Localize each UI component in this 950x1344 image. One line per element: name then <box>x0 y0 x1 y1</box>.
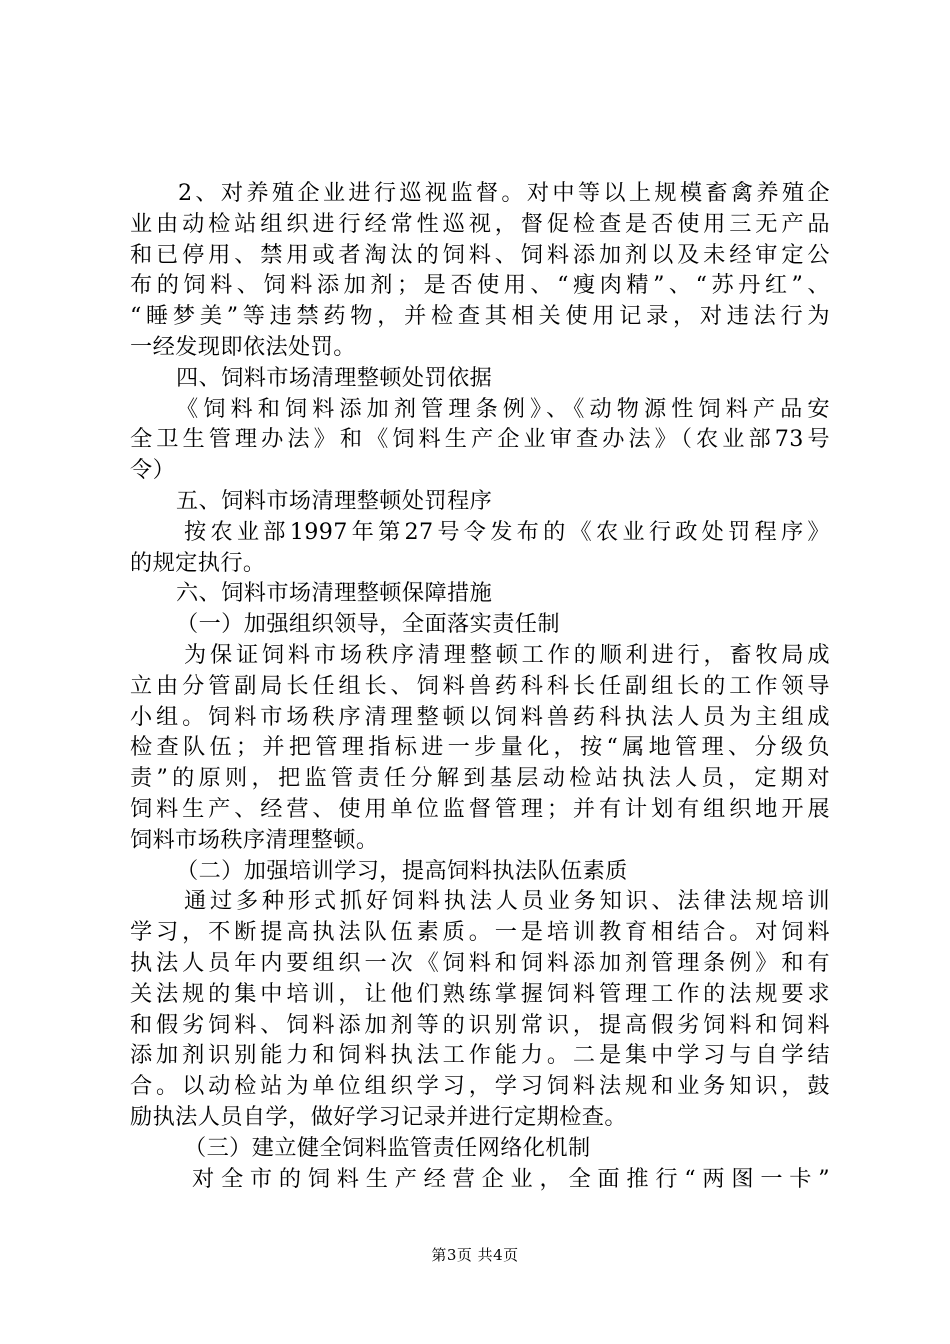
text-line: 四、饲料市场清理整顿处罚依据 <box>176 364 493 391</box>
text-line: 按农业部1997年第27号令发布的《农业行政处罚程序》 <box>184 518 830 545</box>
text-line: 立由分管副局长任组长、饲料兽药科科长任副组长的工作领导 <box>130 672 830 699</box>
text-line: 责”的原则，把监管责任分解到基层动检站执法人员，定期对 <box>130 765 830 792</box>
text-line: （二）加强培训学习，提高饲料执法队伍素质 <box>176 857 628 884</box>
text-line: 的规定执行。 <box>130 549 266 576</box>
text-line: 一经发现即依法处罚。 <box>130 333 356 360</box>
page-footer: 第3页 共4页 <box>431 1246 519 1264</box>
text-line: 小组。饲料市场秩序清理整顿以饲料兽药科执法人员为主组成 <box>130 703 830 730</box>
text-line: “睡梦美”等违禁药物，并检查其相关使用记录，对违法行为 <box>130 303 830 330</box>
text-line: 六、饲料市场清理整顿保障措施 <box>176 580 493 607</box>
text-line: 添加剂识别能力和饲料执法工作能力。二是集中学习与自学结 <box>130 1042 830 1069</box>
text-line: 和假劣饲料、饲料添加剂等的识别常识，提高假劣饲料和饲料 <box>130 1011 830 1038</box>
document-body <box>130 178 830 1194</box>
text-line: 令） <box>130 457 176 484</box>
text-line: 对全市的饲料生产经营企业，全面推行“两图一卡” <box>192 1165 830 1192</box>
text-line: 布的饲料、饲料添加剂；是否使用、“瘦肉精”、“苏丹红”、 <box>130 272 830 299</box>
text-line: （三）建立健全饲料监管责任网络化机制 <box>184 1134 591 1161</box>
text-line: 饲料市场秩序清理整顿。 <box>130 826 379 853</box>
text-line: 励执法人员自学，做好学习记录并进行定期检查。 <box>130 1103 627 1130</box>
text-line: 和已停用、禁用或者淘汰的饲料、饲料添加剂以及未经审定公 <box>130 241 830 268</box>
text-line: 2、对养殖企业进行巡视监督。对中等以上规模畜禽养殖企 <box>178 180 830 206</box>
text-line: 合。以动检站为单位组织学习，学习饲料法规和业务知识，鼓 <box>130 1073 830 1100</box>
text-line: 关法规的集中培训，让他们熟练掌握饲料管理工作的法规要求 <box>130 980 830 1007</box>
text-line: 饲料生产、经营、使用单位监督管理；并有计划有组织地开展 <box>130 795 830 822</box>
text-line: 业由动检站组织进行经常性巡视，督促检查是否使用三无产品 <box>130 210 830 237</box>
text-line: 为保证饲料市场秩序清理整顿工作的顺利进行，畜牧局成 <box>184 641 830 668</box>
text-line: 五、饲料市场清理整顿处罚程序 <box>176 487 493 514</box>
text-line: （一）加强组织领导，全面落实责任制 <box>176 611 560 638</box>
text-line: 全卫生管理办法》和《饲料生产企业审查办法》（农业部73号 <box>130 426 830 453</box>
text-line: 学习，不断提高执法队伍素质。一是培训教育相结合。对饲料 <box>130 919 830 946</box>
text-line: 《饲料和饲料添加剂管理条例》、《动物源性饲料产品安 <box>176 395 830 422</box>
text-line: 通过多种形式抓好饲料执法人员业务知识、法律法规培训 <box>184 888 830 915</box>
text-line: 执法人员年内要组织一次《饲料和饲料添加剂管理条例》和有 <box>130 949 830 976</box>
text-line: 检查队伍；并把管理指标进一步量化，按“属地管理、分级负 <box>130 734 830 761</box>
